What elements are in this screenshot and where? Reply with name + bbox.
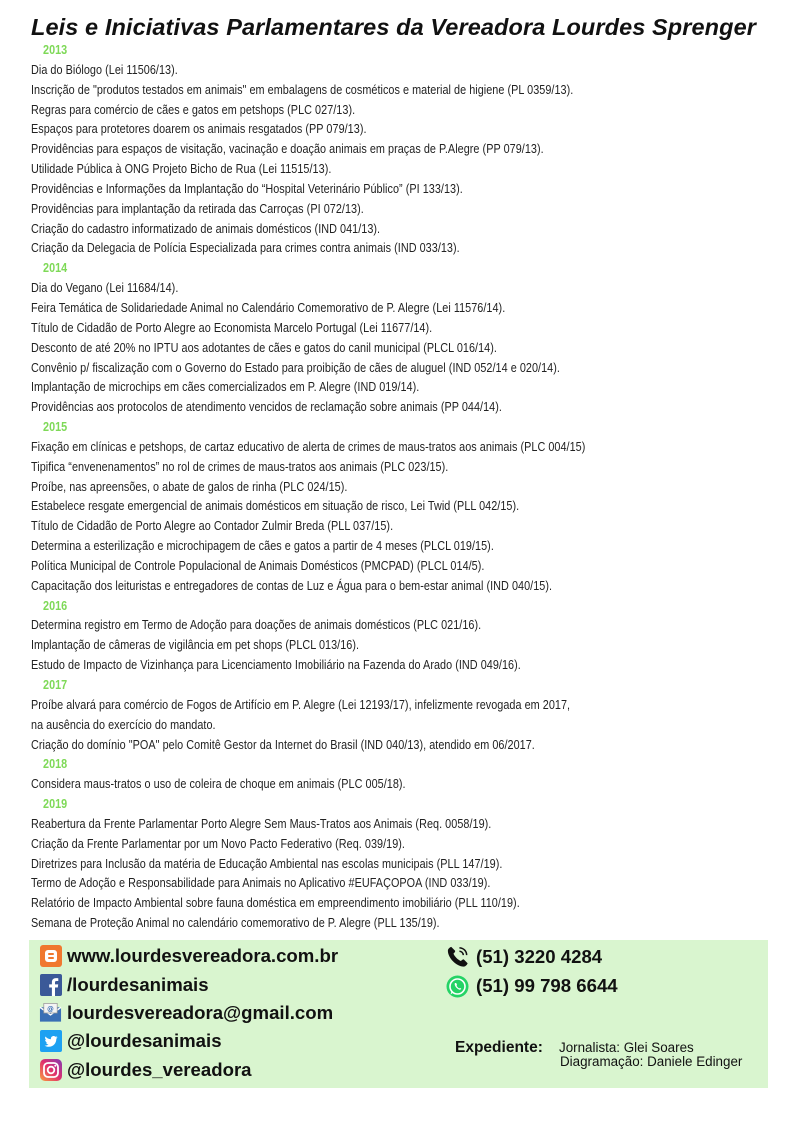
- initiative-item: Desconto de até 20% no IPTU aos adotantes de cães e gatos do canil municipal (PLCL 016/14).: [31, 340, 497, 355]
- phone-number[interactable]: (51) 3220 4284: [476, 946, 603, 967]
- initiative-item: Criação do cadastro informatizado de animais domésticos (IND 041/13).: [31, 221, 381, 236]
- phone-contact[interactable]: [445, 944, 602, 970]
- initiative-item: Inscrição de "produtos testados em animais" em embalagens de cosméticos e material de higiene (PL 0359/13).: [31, 82, 574, 97]
- initiative-item: Fixação em clínicas e petshops, de cartaz educativo de alerta de crimes de maus-tratos aos animais (PLC 004/15): [31, 439, 586, 454]
- initiative-item: Criação da Frente Parlamentar por um Novo Pacto Federativo (Req. 039/19).: [31, 836, 405, 851]
- initiative-item: Proíbe alvará para comércio de Fogos de Artifício em P. Alegre (Lei 12193/17), infelizmente revogada em 2017,: [31, 697, 571, 712]
- phone-icon: [445, 945, 470, 970]
- contact-footer: [29, 940, 768, 1088]
- initiatives-list: [31, 41, 771, 934]
- initiative-item: Providências e Informações da Implantação do “Hospital Veterinário Público” (PI 133/13).: [31, 181, 463, 196]
- year-heading-2013: 2013: [43, 43, 68, 57]
- initiative-item: Semana de Proteção Animal no calendário comemorativo de P. Alegre (PLL 135/19).: [31, 916, 440, 931]
- initiative-item: Determina registro em Termo de Adoção para doações de animais domésticos (PLC 021/16).: [31, 618, 482, 633]
- year-heading-2016: 2016: [43, 598, 68, 613]
- facebook-contact[interactable]: [39, 972, 209, 998]
- twitter-contact[interactable]: [39, 1028, 222, 1054]
- initiative-item: Tipifica “envenenamentos” no rol de crimes de maus-tratos aos animais (PLC 023/15).: [31, 459, 449, 474]
- website-contact[interactable]: [39, 943, 338, 969]
- expediente-label: Expediente:: [455, 1039, 543, 1056]
- initiative-item: Espaços para protetores doarem os animais resgatados (PP 079/13).: [31, 122, 367, 137]
- facebook-icon: [39, 974, 62, 996]
- initiative-item: Dia do Vegano (Lei 11684/14).: [31, 281, 179, 296]
- layout-credit: Diagramação: Daniele Edinger: [560, 1054, 743, 1069]
- whatsapp-icon: [445, 974, 470, 999]
- initiative-item: Criação da Delegacia de Polícia Especializada para crimes contra animais (IND 033/13).: [31, 241, 460, 256]
- initiative-item: Utilidade Pública à ONG Projeto Bicho de Rua (Lei 11515/13).: [31, 162, 332, 177]
- initiative-item: Implantação de câmeras de vigilância em pet shops (PLCL 013/16).: [31, 638, 360, 653]
- twitter-icon: [39, 1030, 62, 1052]
- year-heading-2018: 2018: [43, 757, 68, 772]
- initiative-item: Diretrizes para Inclusão da matéria de Educação Ambiental nas escolas municipais (PLL 147/19).: [31, 856, 503, 871]
- initiative-item: Providências aos protocolos de atendimento vencidos de reclamação sobre animais (PP 044/14).: [31, 400, 502, 415]
- initiative-item: Reabertura da Frente Parlamentar Porto Alegre Sem Maus-Tratos aos Animais (Req. 0058/19).: [31, 816, 492, 831]
- email-contact[interactable]: [39, 1000, 333, 1026]
- initiative-item: Determina a esterilização e microchipagem de cães e gatos a partir de 4 meses (PLCL 019/15).: [31, 539, 494, 554]
- email-icon: [39, 1002, 62, 1024]
- whatsapp-number[interactable]: (51) 99 798 6644: [476, 975, 618, 996]
- year-heading-2014: 2014: [43, 261, 68, 276]
- email-link[interactable]: lourdesvereadora@gmail.com: [67, 1002, 334, 1023]
- initiative-item: Estabelece resgate emergencial de animais domésticos em situação de risco, Lei Twid (PLL 042/15).: [31, 499, 520, 514]
- website-link[interactable]: www.lourdesvereadora.com.br: [67, 945, 339, 966]
- journalist-credit: Jornalista: Glei Soares: [559, 1040, 694, 1055]
- svg-text:@: @: [47, 1005, 54, 1014]
- initiative-item: Criação do domínio "POA" pelo Comitê Gestor da Internet do Brasil (IND 040/13), atendido em 06/2017.: [31, 737, 535, 752]
- initiative-item: Regras para comércio de cães e gatos em petshops (PLC 027/13).: [31, 102, 356, 117]
- blogger-icon: [39, 945, 62, 967]
- initiative-item: Considera maus-tratos o uso de coleira de choque em animais (PLC 005/18).: [31, 777, 406, 792]
- initiative-item: Dia do Biólogo (Lei 11506/13).: [31, 62, 178, 77]
- twitter-link[interactable]: @lourdesanimais: [67, 1030, 222, 1051]
- instagram-icon: [39, 1059, 62, 1081]
- initiative-item: Proíbe, nas apreensões, o abate de galos de rinha (PLC 024/15).: [31, 479, 348, 494]
- initiative-item: Implantação de microchips em cães comercializados em P. Alegre (IND 019/14).: [31, 380, 420, 395]
- initiative-item: Convênio p/ fiscalização com o Governo do Estado para proibição de cães de aluguel (IND 052/14 e 020/14).: [31, 360, 560, 375]
- instagram-contact[interactable]: [39, 1057, 252, 1083]
- facebook-link[interactable]: /lourdesanimais: [67, 974, 209, 995]
- initiative-item: Feira Temática de Solidariedade Animal no Calendário Comemorativo de P. Alegre (Lei 11576/14).: [31, 300, 506, 315]
- initiative-item: Relatório de Impacto Ambiental sobre fauna doméstica em empreendimento imobiliário (PLL 110/19).: [31, 896, 520, 911]
- initiative-item: Termo de Adoção e Responsabilidade para Animais no Aplicativo #EUFAÇOPOA (IND 033/19).: [31, 876, 491, 891]
- initiative-item: Providências para implantação da retirada das Carroças (PI 072/13).: [31, 201, 364, 216]
- initiative-item: Título de Cidadão de Porto Alegre ao Economista Marcelo Portugal (Lei 11677/14).: [31, 320, 433, 335]
- initiative-item: Estudo de Impacto de Vizinhança para Licenciamento Imobiliário na Fazenda do Arado (IND 049/16).: [31, 658, 521, 673]
- year-heading-2017: 2017: [43, 678, 68, 692]
- initiative-item: Capacitação dos leituristas e entregadores de contas de Luz e Água para o bem-estar animal (IND 040/15).: [31, 578, 553, 593]
- initiative-item: Providências para espaços de visitação, vacinação e doação animais em praças de P.Alegre (PP 079/13).: [31, 142, 544, 157]
- initiative-item: Política Municipal de Controle Populacional de Animais Domésticos (PMCPAD) (PLCL 014/5).: [31, 558, 485, 573]
- whatsapp-contact[interactable]: [445, 973, 618, 999]
- initiative-item: Título de Cidadão de Porto Alegre ao Contador Zulmir Breda (PLL 037/15).: [31, 519, 394, 534]
- year-heading-2019: 2019: [43, 797, 68, 812]
- instagram-link[interactable]: @lourdes_vereadora: [67, 1059, 252, 1080]
- initiative-item: na ausência do exercício do mandato.: [31, 717, 216, 732]
- year-heading-2015: 2015: [43, 420, 68, 435]
- page-title: Leis e Iniciativas Parlamentares da Vereadora Lourdes Sprenger: [31, 14, 757, 40]
